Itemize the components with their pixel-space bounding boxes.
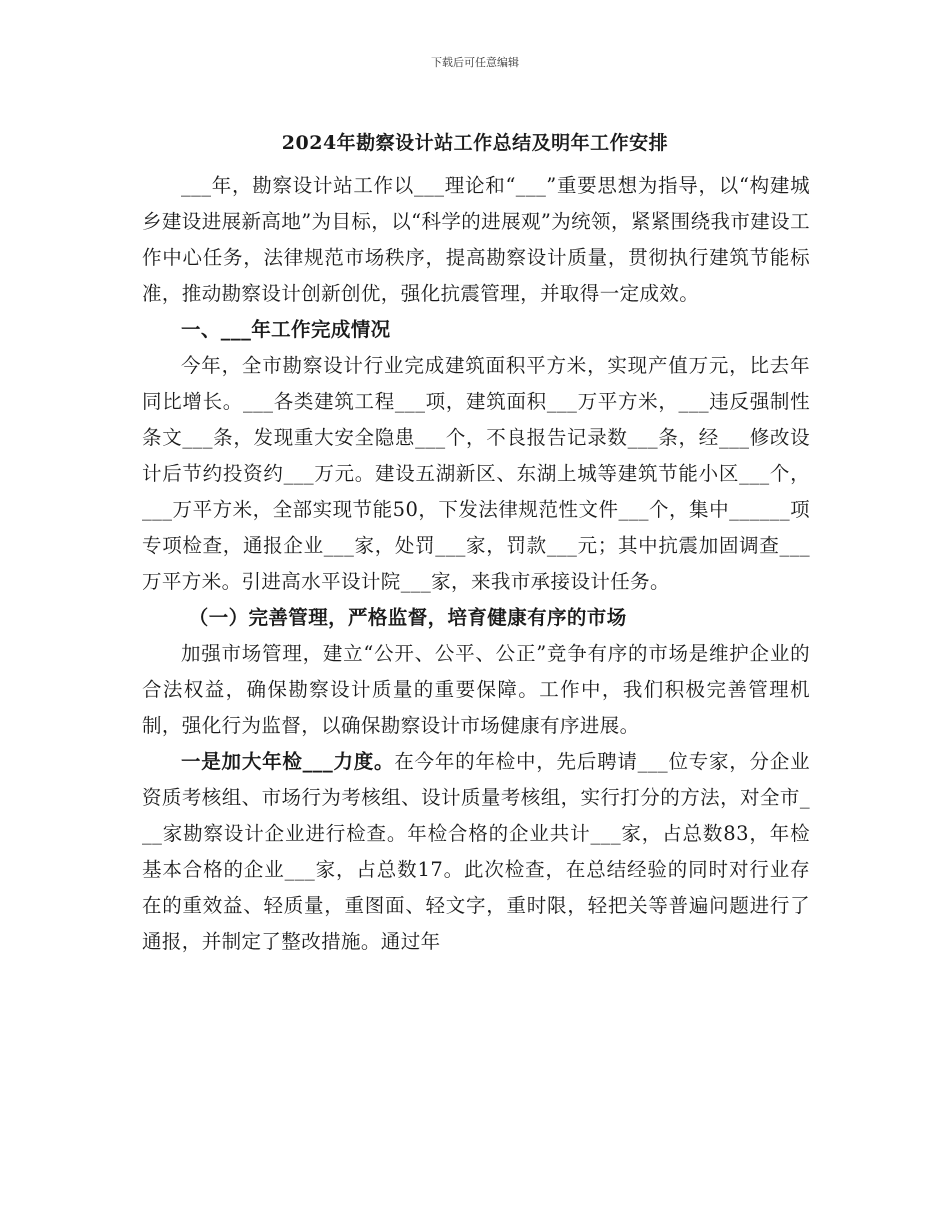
- section-heading: 一、___年工作完成情况: [181, 318, 391, 341]
- point-body: 在今年的年检中，先后聘请___位专家，分企业资质考核组、市场行为考核组、设计质量考核组，实行打分的方法，对全市___家勘察设计企业进行检查。年检合格的企业共计___家，占总数83，年检基本合格的企业___家，占总数17。此次检查，在总结经验的同时对行业存在的重效益、轻质量，重图面、轻文字，重时限，轻把关等普遍问题进行了通报，并制定了整改措施。通过年: [142, 750, 810, 953]
- header-note: 下载后可任意编辑: [431, 56, 519, 69]
- subsection-paragraph: 加强市场管理，建立“公开、公平、公正”竞争有序的市场是维护企业的合法权益，确保勘察设计质量的重要保障。工作中，我们积极完善管理机制，强化行为监督，以确保勘察设计市场健康有序进展。: [142, 642, 810, 737]
- document-title: 2024年勘察设计站工作总结及明年工作安排: [281, 132, 669, 154]
- section-paragraph: 今年，全市勘察设计行业完成建筑面积平方米，实现产值万元，比去年同比增长。___各类建筑工程___项，建筑面积___万平方米，___违反强制性条文___条，发现重大安全隐患___个，不良报告记录数___条，经___修改设计后节约投资约___万元。建设五湖新区、东湖上城等建筑节能小区___个，___万平方米，全部实现节能50，下发法律规范性文件___个，集中______项专项检查，通报企业___家，处罚___家，罚款___元；其中抗震加固调查___万平方米。引进高水平设计院___家，来我市承接设计任务。: [142, 354, 810, 593]
- point-lead: 一是加大年检___力度。: [181, 750, 395, 773]
- point-paragraph: [142, 744, 810, 960]
- intro-paragraph: ___年，勘察设计站工作以___理论和“___”重要思想为指导，以“构建城乡建设进展新高地”为目标，以“科学的进展观”为统领，紧紧围绕我市建设工作中心任务，法律规范市场秩序，提高勘察设计质量，贯彻执行建筑节能标准，推动勘察设计创新创优，强化抗震管理，并取得一定成效。: [142, 174, 810, 305]
- subsection-heading: （一）完善管理，严格监督，培育健康有序的市场: [188, 606, 627, 629]
- document-body: [142, 168, 810, 960]
